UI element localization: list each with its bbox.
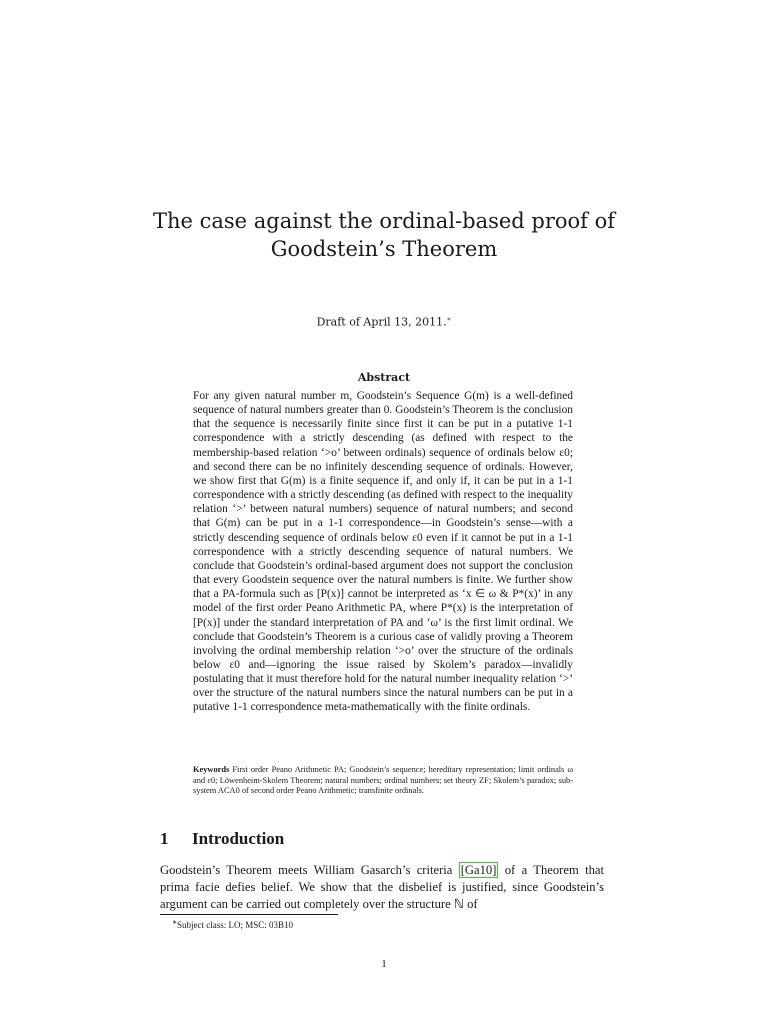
footnote-text: Subject class: LO; MSC: 03B10 (177, 920, 294, 930)
draft-text: Draft of April 13, 2011. (316, 315, 447, 329)
intro-paragraph (160, 862, 604, 913)
abstract-text: For any given natural number m, Goodstein’s Sequence G(m) is a well-defined sequence of natural numbers greater than 0. Goodstein’s Theorem is the conclusion that the sequence is necessarily finite since first it can be put in a putative 1-1 correspondence with a strictly descending (as defined with respect to the membership-based relation ‘>o’ between ordinals) sequence of ordinals below ε0; and second there can be no infinitely descending sequence of ordinals. However, we show first that G(m) is a finite sequence if, and only if, it can be put in a 1-1 correspondence with a strictly descending (as defined with respect to the inequality relation ‘>’ between natural numbers) sequence of natural numbers; and second that G(m) can be put in a 1-1 correspondence—in Goodstein’s sense—with a strictly descending sequence of ordinals below ε0 even if it cannot be put in a 1-1 correspondence with a strictly descending sequence of natural numbers. We conclude that Goodstein’s ordinal-based argument does not support the conclusion that every Goodstein sequence over the natural numbers is finite. We further show that a PA-formula such as [P(x)] cannot be interpreted as ‘x ∈ ω & P*(x)’ in any model of the first order Peano Arithmetic PA, where P*(x) is the interpretation of [P(x)] under the standard interpretation of PA and ‘ω’ is the first limit ordinal. We conclude that Goodstein’s Theorem is a curious case of validly proving a Theorem involving the ordinal membership relation ‘>o’ over the structure of the ordinals below ε0 and—ignoring the issue raised by Skolem’s paradox—invalidly postulating that it must therefore hold for the natural number inequality relation ‘>’ over the structure of the natural numbers since the natural numbers can be put in a putative 1-1 correspondence meta-mathematically with the finite ordinals. (193, 390, 573, 714)
title-line-2: Goodstein’s Theorem (270, 237, 498, 261)
citation-link-ga10[interactable]: [Ga10] (460, 863, 497, 877)
footnote-marker: ∗ (172, 920, 178, 926)
intro-text (160, 862, 604, 913)
intro-text-end: of a Theorem that prima facie defies belief. We show that the disbelief is justified, since Goodstein’s argument can be carried out completely over the structure ℕ of (160, 863, 604, 911)
title-line-1: The case against the ordinal-based proof of (152, 209, 616, 233)
draft-footnote-marker: ∗ (446, 315, 452, 323)
draft-date (200, 312, 568, 330)
paper-title (100, 207, 668, 263)
footnote (172, 917, 293, 931)
section-title: Introduction (192, 829, 285, 848)
footnote-rule (160, 914, 338, 915)
page-number: 1 (381, 958, 387, 970)
abstract-heading: Abstract (357, 371, 411, 384)
section-number: 1 (160, 829, 169, 848)
keywords-block (193, 765, 573, 797)
section-heading (160, 828, 284, 850)
keywords-label: Keywords (193, 765, 230, 774)
abstract-body (193, 389, 573, 715)
intro-text-start: Goodstein’s Theorem meets William Gasarch’s criteria (160, 863, 459, 877)
keywords-text: First order Peano Arithmetic PA; Goodstein’s sequence; hereditary representation; limit ordinals ω and ε0; Löwenheim-Skolem Theorem; natural numbers; ordinal numbers; set theory ZF; Skolem’s paradox; sub-system ACA0 of second order Peano Arithmetic; transfinite ordinals. (193, 765, 573, 796)
